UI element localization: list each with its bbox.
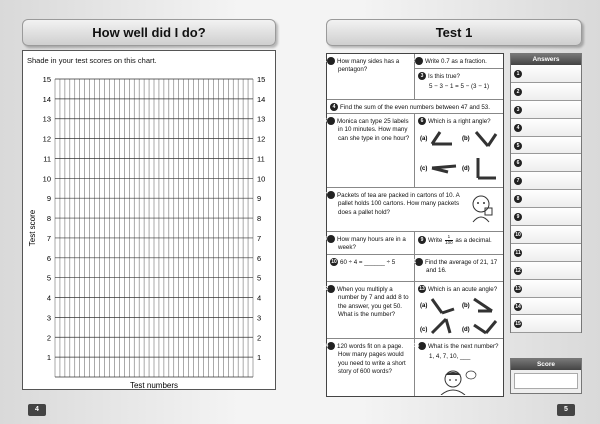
option-b-label: (b) [462,136,470,143]
answer-number: 12 [515,267,521,274]
angle-c-icon[interactable] [432,319,450,333]
y-tick-right: 8 [257,214,262,224]
question-number: 4 [330,103,338,111]
page-number: 5 [557,404,575,416]
y-tick-left: 9 [46,194,51,204]
answer-row[interactable] [511,244,581,262]
answer-number: 8 [514,195,522,203]
question-number: 8 [327,235,335,243]
angle-options [418,128,500,184]
answer-row[interactable] [511,208,581,226]
angle-d-icon[interactable] [474,321,496,333]
y-tick-left: 3 [46,313,51,323]
score-heading: Score [511,359,581,370]
angle-d-icon[interactable] [478,158,496,178]
answer-row[interactable] [511,298,581,316]
option-c-label: (c) [420,166,428,173]
acute-angle-options [418,295,500,339]
test-questions [322,53,504,397]
y-tick-left: 12 [42,134,51,144]
answer-number: 13 [515,285,521,292]
angle-b-icon[interactable] [476,132,496,146]
y-tick-left: 15 [42,75,51,84]
y-tick-right: 13 [257,114,266,124]
y-tick-right: 2 [257,333,262,343]
right-page [300,0,600,424]
question-number: 3 [418,72,426,80]
answer-row[interactable] [511,119,581,137]
question-number: 6 [418,117,426,125]
score-field[interactable] [514,373,578,389]
y-tick-right: 5 [257,273,262,283]
question-number: 2 [415,57,423,65]
question-number: 15 [418,342,426,350]
angle-b-icon[interactable] [474,299,492,311]
y-tick-right: 3 [257,313,262,323]
y-tick-right: 7 [257,233,262,243]
answers-panel [510,53,582,333]
question-number: 1 [327,57,335,65]
option-a-label: (a) [420,303,428,310]
y-tick-right: 1 [257,353,262,363]
answer-row[interactable] [511,137,581,155]
y-tick-left: 6 [46,253,51,263]
y-tick-right: 4 [257,293,262,303]
question-number: 11 [415,258,423,266]
question-number: 14 [327,342,335,350]
question-number: 10 [331,259,337,265]
y-tick-left: 14 [42,94,51,104]
answer-number: 1 [514,70,522,78]
y-tick-left: 7 [46,233,51,243]
answer-number: 3 [514,106,522,114]
answer-number: 11 [515,249,521,256]
answer-number: 2 [514,88,522,96]
option-c-label: (c) [420,327,428,334]
question-5: 5 Monica can type 25 labels in 10 minutes. How many can she type in one hour? [327,114,415,188]
angle-a-icon[interactable] [432,132,452,144]
chart-instruction: Shade in your test scores on this chart. [27,56,157,65]
answer-number: 14 [515,303,521,310]
y-tick-right: 10 [257,174,266,184]
question-number: 12 [327,285,335,293]
thinking-boy-icon [437,369,477,395]
y-tick-right: 9 [257,194,262,204]
question-number: 9 [418,236,426,244]
question-6: 6 Which is a right angle? (a) (b) (c) (d) [415,114,503,188]
page-title: How well did I do? [22,19,276,46]
y-tick-right: 12 [257,134,266,144]
question-4: 4 Find the sum of the even numbers between 47 and 53. [327,100,503,114]
option-b-label: (b) [462,303,470,310]
question-8: 8 How many hours are in a week? [327,232,415,255]
answer-row[interactable] [511,280,581,298]
x-axis-label: Test numbers [129,381,179,390]
y-tick-left: 4 [46,293,51,303]
answer-row[interactable] [511,65,581,83]
answer-number: 7 [514,177,522,185]
question-10: 10 60 ÷ 4 = ______ ÷ 5 [327,255,415,282]
y-tick-right: 11 [257,154,265,164]
answer-row[interactable] [511,190,581,208]
answers-heading: Answers [511,54,581,65]
question-9: 9 Write $\frac{1}{100}$ as a decimal. [415,232,503,255]
angle-c-icon[interactable] [432,166,456,172]
question-number: 5 [327,117,335,125]
score-chart [22,50,276,390]
answer-number: 5 [514,142,522,150]
y-tick-left: 13 [42,114,51,124]
answer-row[interactable] [511,315,581,333]
y-tick-right: 15 [257,75,266,84]
y-tick-left: 11 [43,154,51,164]
question-12: 12 When you multiply a number by 7 and add 8 to the answer, you get 50. What is the number? [327,282,415,339]
y-tick-right: 6 [257,253,262,263]
page-number: 4 [28,404,46,416]
option-d-label: (d) [462,327,470,334]
question-14: 14 120 words fit on a page. How many pages would you need to write a short story of 600 words? [327,339,415,396]
answer-row[interactable] [511,172,581,190]
answer-number: 4 [514,124,522,132]
question-11: 11 Find the average of 21, 17 and 16. [415,255,503,282]
answer-number: 15 [515,321,521,328]
question-1: 1 How many sides has a pentagon? [327,54,415,100]
fraction: $\frac{1}{100}$ [445,234,453,245]
y-tick-left: 5 [46,273,51,283]
option-d-label: (d) [462,166,470,173]
test-title: Test 1 [326,19,582,46]
y-tick-left: 10 [42,174,51,184]
y-axis-label: Test score [28,209,37,247]
score-grid[interactable] [23,51,277,391]
answer-number: 10 [515,232,521,239]
answer-row[interactable] [511,154,581,172]
question-number: 7 [327,191,335,199]
answer-row[interactable] [511,262,581,280]
y-tick-left: 8 [46,214,51,224]
question-3: 3 Is this true? 5 − 3 − 1 = 5 − (3 − 1) [415,69,503,100]
answer-row[interactable] [511,83,581,101]
y-tick-left: 1 [46,353,51,363]
question-number: 13 [419,286,425,292]
angle-a-icon[interactable] [432,299,454,313]
option-a-label: (a) [420,136,428,143]
answer-number: 6 [514,159,522,167]
answer-number: 9 [514,213,522,221]
score-panel [510,358,582,394]
answer-row[interactable] [511,226,581,244]
question-7: 7 Packets of tea are packed in cartons of 10. A pallet holds 100 cartons. How many packets does a pallet hold? [327,188,503,232]
question-2: 2 Write 0.7 as a fraction. [415,54,503,69]
question-15: 15 What is the next number? 1, 4, 7, 10, ___ [415,339,503,396]
y-tick-right: 14 [257,94,266,104]
y-tick-left: 2 [46,333,51,343]
tea-drinker-icon [467,192,497,226]
question-13: 13 Which is an acute angle? (a) (b) (c) (d) [415,282,503,339]
answer-row[interactable] [511,101,581,119]
